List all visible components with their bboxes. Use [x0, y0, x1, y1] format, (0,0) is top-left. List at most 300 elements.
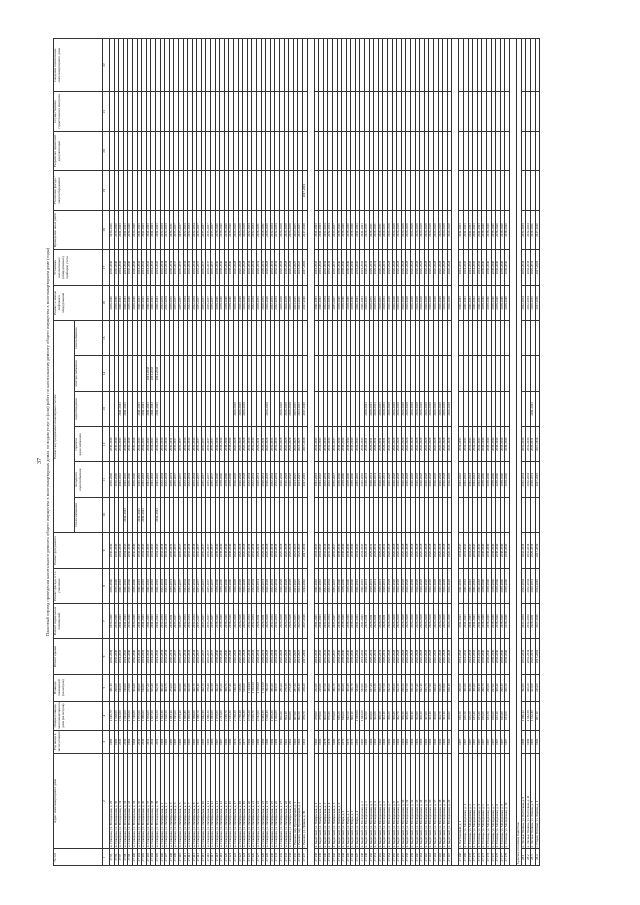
table-cell: 442,70 [201, 674, 206, 701]
table-cell: 2041-2043 [137, 285, 142, 320]
table-cell: 2026-2028 [411, 639, 416, 674]
table-cell: 2032-2034 [192, 427, 197, 462]
table-cell: 2026-2028 [420, 250, 425, 285]
table-cell: 2032-2034 [188, 210, 193, 250]
table-cell: 2032-2034 [521, 210, 526, 250]
table-cell: 2032-2034 [247, 210, 252, 250]
table-cell: ж. Северная, ул. Октябрьская, д. 27 [279, 753, 284, 849]
table-cell: 2032-2034 [247, 427, 252, 462]
table-cell: 2041-2043 [355, 462, 360, 497]
table-cell: 2041-2043 [142, 285, 147, 320]
table-cell: 2030-2031 [169, 210, 174, 250]
table-cell: 2041-2043 [151, 285, 156, 320]
header-inspect: Разработка проектной документации [54, 131, 103, 171]
table-cell: 2041-2043 [314, 462, 319, 497]
table-cell: 369,40 [406, 701, 411, 730]
table-cell: 306,00 [342, 674, 347, 701]
table-cell: 27.161 [420, 849, 425, 866]
table-cell: 2029-2031 [383, 250, 388, 285]
table-cell: 2041-2043 [468, 250, 473, 285]
table-cell: 281,60 [279, 674, 284, 701]
table-cell: 2041-2043 [468, 603, 473, 638]
table-cell: 2023-2025 [298, 568, 303, 603]
header-roof: Ремонт крыши [54, 639, 103, 674]
table-cell: 2026-2028 [279, 639, 284, 674]
table-cell: 2038-2040 [342, 210, 347, 250]
table-cell: 27.150 [369, 849, 374, 866]
header-other: Проведение иных работ [54, 210, 103, 250]
column-number: 7 [103, 603, 110, 638]
table-cell: 2041-2043 [155, 639, 160, 674]
table-cell: 2 730,30 [234, 701, 239, 730]
table-cell: 2017-2019 [535, 603, 540, 638]
table-cell: 2026-2028 [424, 210, 429, 250]
table-cell: 1 616,70 [110, 701, 115, 730]
table-cell: 2035-2037 [211, 210, 216, 250]
table-cell: 2041-2043 [463, 210, 468, 250]
table-cell: 2036-2040 [114, 250, 119, 285]
table-cell: 1987 [215, 730, 220, 753]
table-cell: 2035-2037 [206, 250, 211, 285]
table-cell: 2026-2028 [289, 603, 294, 638]
table-cell: 2035-2037 [201, 285, 206, 320]
table-cell: 2038-2040 [500, 568, 505, 603]
table-cell: 2026-2028 [411, 285, 416, 320]
table-cell: 1 861,00 [275, 701, 280, 730]
table-cell: 2041-2043 [355, 603, 360, 638]
table-cell: 2032-2034 [323, 285, 328, 320]
table-cell: 2032-2034 [160, 210, 165, 250]
table-cell: 2041-2043 [137, 391, 142, 426]
table-cell: ж. Северная, ул. Молодежная, д. 36 [142, 753, 147, 849]
table-cell: 2036-2040 [132, 250, 137, 285]
table-cell: 2041-2043 [155, 603, 160, 638]
table-cell: 2023-2025 [298, 210, 303, 250]
table-cell: 2041-2043 [319, 533, 324, 568]
column-number: 18 [103, 210, 110, 250]
table-cell: 2032-2034 [183, 603, 188, 638]
table-cell: 27.115 [201, 849, 206, 866]
table-cell: 27.109 [174, 849, 179, 866]
table-cell: 2 198,70 [224, 701, 229, 730]
table-cell: 2038-2040 [351, 639, 356, 674]
column-number: 6 [103, 639, 110, 674]
table-cell: 2032-2034 [521, 462, 526, 497]
table-cell: ж. Северная, ул. Октябрьская, д. 9 [197, 753, 202, 849]
table-cell: 2032-2034 [188, 533, 193, 568]
table-cell: 697,19 [535, 701, 540, 730]
table-cell: 1981 [160, 730, 165, 753]
table-cell: 2011 [146, 730, 151, 753]
table-cell: 2032-2034 [252, 250, 257, 285]
table-cell: 2041-2043 [123, 427, 128, 462]
table-cell: 2026-2028 [388, 210, 393, 250]
table-cell: 2026-2028 [406, 603, 411, 638]
table-cell: 2041-2043 [360, 427, 365, 462]
table-cell: 2032-2034 [165, 285, 170, 320]
table-cell: 369,10 [411, 701, 416, 730]
table-cell: 2032-2034 [521, 427, 526, 462]
table-cell: 2026-2028 [433, 391, 438, 426]
table-cell: 2035-2037 [197, 427, 202, 462]
table-cell: 630,30 [459, 701, 464, 730]
column-number: 15 [103, 321, 110, 356]
table-cell: 27.147 [355, 849, 360, 866]
table-cell: 2035-2037 [201, 210, 206, 250]
table-cell: 2017-2019 [535, 285, 540, 320]
table-cell: 2036-2040 [110, 462, 115, 497]
table-cell: 2017-2019 [302, 391, 307, 426]
table-cell: 2041-2043 [477, 639, 482, 674]
table-cell: 27.132 [279, 849, 284, 866]
table-cell: 1966 [293, 730, 298, 753]
table-cell: 1970 [337, 730, 342, 753]
table-cell: 2032-2034 [323, 603, 328, 638]
page-number: 37 [37, 458, 43, 464]
table-cell: п. Столица, ул. Молодежная, д. 7 [491, 753, 496, 849]
table-cell: 1983 [169, 730, 174, 753]
table-cell: 27.128 [261, 849, 266, 866]
table-cell: ж. Северная, ул. Октябрьская, д. 22 [257, 753, 262, 849]
table-cell: 2026-2028 [447, 391, 452, 426]
table-cell: 2032-2034 [188, 427, 193, 462]
table-cell: 2041-2043 [142, 639, 147, 674]
table-cell: п. Столица, ул. Молодежная, д. 5 [482, 753, 487, 849]
table-cell: 3 568,10 [266, 701, 271, 730]
table-cell: 2041-2043 [123, 603, 128, 638]
table-cell: 2041-2043 [142, 210, 147, 250]
table-cell: 2026-2028 [447, 250, 452, 285]
header-electric: электроснабжения [74, 356, 102, 391]
table-cell: 2029-2031 [531, 568, 536, 603]
table-cell: 2038-2040 [229, 210, 234, 250]
table-cell: 2036-2040 [110, 250, 115, 285]
table-cell: 299,20 [500, 674, 505, 701]
table-cell: 2038-2040 [229, 462, 234, 497]
table-cell: ж. Северная, ул. Октябрьская, д. 21 [252, 753, 257, 849]
table-cell: 2023-2025 [293, 568, 298, 603]
table-cell: п. Кадетский, ул. Молодежная, д. 3 [369, 753, 374, 849]
table-cell: 1985 [174, 730, 179, 753]
table-cell: 2041-2043 [473, 285, 478, 320]
table-cell: 2032-2034 [275, 603, 280, 638]
header-basement: Ремонт подвальных помещений [54, 603, 103, 638]
header-foundation: Ремонт фундамента [54, 533, 103, 568]
column-number: 1 [103, 849, 110, 866]
table-cell: 27.145 [346, 849, 351, 866]
table-cell: 2038-2040 [496, 568, 501, 603]
table-cell: ж. Северная, ул. Молодежная, д. 29 [110, 753, 115, 849]
table-cell: 2029-2031 [365, 250, 370, 285]
table-cell: 2038-2040 [346, 250, 351, 285]
table-cell: 2038-2040 [351, 250, 356, 285]
table-cell: п. Кадетский, ул. Молодежная, д. 6 [383, 753, 388, 849]
table-cell: 2026-2028 [406, 568, 411, 603]
table-cell: 635,50 [468, 701, 473, 730]
table-row [535, 39, 540, 866]
table-cell: 2041-2043 [142, 250, 147, 285]
column-number: 5 [103, 674, 110, 701]
table-cell: 369,30 [401, 701, 406, 730]
table-cell: 2038-2040 [351, 285, 356, 320]
table-cell: ж. Северная, ул. Октябрьская, д. 16 [229, 753, 234, 849]
table-cell: 518,30 [234, 674, 239, 701]
table-cell: 2026-2028 [284, 533, 289, 568]
table-cell: 2038-2040 [220, 603, 225, 638]
table-cell: 592,30 [155, 674, 160, 701]
table-cell: 27.173 [482, 849, 487, 866]
table-cell: 2032-2034 [165, 427, 170, 462]
table-cell: 2026-2028 [234, 285, 239, 320]
table-cell: 2035-2037 [211, 285, 216, 320]
table-cell: 2026-2028 [289, 639, 294, 674]
table-cell: 2041-2043 [146, 568, 151, 603]
table-cell: 2036-2040 [128, 533, 133, 568]
table-cell: 781,20 [266, 674, 271, 701]
table-cell: 2030-2031 [169, 250, 174, 285]
table-cell: 2026-2028 [279, 250, 284, 285]
table-cell: 301,00 [463, 674, 468, 701]
table-cell: 27.176 [496, 849, 501, 866]
table-cell: 2032-2034 [160, 603, 165, 638]
table-cell: 2026-2028 [392, 427, 397, 462]
table-cell: 2038-2040 [220, 285, 225, 320]
table-cell: 1987 [500, 730, 505, 753]
header-energy: Утепление фасада / энергосбережение [54, 171, 103, 211]
table-cell: 2023-2025 [293, 427, 298, 462]
table-cell: 1989 [526, 730, 531, 753]
table-cell: 2035-2037 [332, 462, 337, 497]
table-cell: 2017-2019 [535, 250, 540, 285]
table-cell: 2038-2040 [482, 427, 487, 462]
table-cell: 2029-2031 [531, 427, 536, 462]
table-cell: 2026-2028 [424, 603, 429, 638]
table-cell: 2026-2028 [433, 210, 438, 250]
table-cell: 362,10 [383, 701, 388, 730]
table-cell: 2023-2025 [293, 285, 298, 320]
table-cell: 369,90 [447, 701, 452, 730]
table-cell: 2038-2040 [346, 533, 351, 568]
table-cell: 2026-2028 [429, 462, 434, 497]
table-cell: 2026-2028 [284, 603, 289, 638]
table-cell: 2038-2040 [220, 210, 225, 250]
table-cell: 2029-2031 [365, 285, 370, 320]
table-cell: 520,60 [243, 674, 248, 701]
table-cell: 1976 [234, 730, 239, 753]
table-cell: 2023-2025 [298, 533, 303, 568]
table-cell: 27.142 [332, 849, 337, 866]
table-cell: 2036-2040 [110, 603, 115, 638]
table-cell: 2026-2028 [429, 427, 434, 462]
table-cell: 388,10 [197, 674, 202, 701]
table-cell: 2032-2034 [247, 639, 252, 674]
table-cell: 2041-2043 [531, 391, 536, 426]
table-cell: 2038-2040 [342, 603, 347, 638]
table-cell [535, 131, 540, 171]
table-cell: 2026-2028 [420, 568, 425, 603]
table-cell: 2029-2031 [531, 533, 536, 568]
table-cell: 2029-2031 [365, 462, 370, 497]
table-cell: 1987 [491, 730, 496, 753]
table-cell: 657,20 [146, 674, 151, 701]
column-number: 11 [103, 462, 110, 497]
table-cell: 2032-2034 [328, 210, 333, 250]
table-cell: 2035-2037 [174, 639, 179, 674]
table-cell: 2038-2040 [351, 533, 356, 568]
section-heading: Сельское поселение Кадетское [516, 39, 521, 866]
table-cell: 245,00 [535, 674, 540, 701]
table-cell: 2032-2034 [526, 285, 531, 320]
table-cell: 2035-2037 [211, 639, 216, 674]
table-cell: 2035-2037 [206, 568, 211, 603]
table-cell: 2038-2040 [496, 250, 501, 285]
table-cell: 2026-2028 [406, 462, 411, 497]
table-cell: 2029-2031 [383, 462, 388, 497]
table-cell: 2029-2031 [369, 462, 374, 497]
table-cell: 2026-2028 [289, 250, 294, 285]
table-cell: 27.158 [406, 849, 411, 866]
table-cell: 2029-2031 [261, 533, 266, 568]
table-cell: 4 512,00 [257, 701, 262, 730]
table-cell: 2029-2031 [378, 250, 383, 285]
table-cell: 2035-2037 [174, 462, 179, 497]
table-cell: 1 538,00 [114, 701, 119, 730]
table-cell: 27.153 [383, 849, 388, 866]
table-cell: 27.101 [137, 849, 142, 866]
table-cell: 1 519,00 [132, 701, 137, 730]
table-cell: 2035-2037 [206, 462, 211, 497]
table-cell: ж. Северная, ул. Октябрьская, д. 7 [188, 753, 193, 849]
table-cell: 2035-2037 [332, 639, 337, 674]
table-cell: 1960 [314, 730, 319, 753]
table-cell: 2038-2040 [500, 427, 505, 462]
table-cell: 2038-2040 [486, 533, 491, 568]
table-cell: 2029-2031 [374, 250, 379, 285]
table-cell: 2032-2034 [526, 533, 531, 568]
column-number: 8 [103, 568, 110, 603]
table-cell: 2041-2043 [137, 568, 142, 603]
table-cell: 2041-2043 [142, 391, 147, 426]
table-cell: 27.149 [365, 849, 370, 866]
table-cell: 2041-2043 [123, 391, 128, 426]
table-cell: 2026-2028 [415, 210, 420, 250]
table-cell: 2038-2040 [346, 285, 351, 320]
table-cell: 2026-2028 [392, 210, 397, 250]
table-cell: 2041-2043 [468, 210, 473, 250]
table-cell: 2032-2034 [323, 462, 328, 497]
table-cell: 2038-2040 [491, 210, 496, 250]
table-cell: 2038-2040 [346, 639, 351, 674]
table-cell: 2041-2043 [360, 603, 365, 638]
table-cell: 2032-2034 [526, 427, 531, 462]
rotated-sheet [35, 32, 615, 872]
table-cell: 818,20 [337, 701, 342, 730]
table-cell: 27.100 [132, 849, 137, 866]
table-cell: п. Кадетский, ул. Молодежная, д. 14 [420, 753, 425, 849]
table-cell: 296,00 [459, 674, 464, 701]
table-cell: 2038-2040 [351, 427, 356, 462]
table-cell: 2032-2034 [270, 639, 275, 674]
table-cell: 2032-2034 [188, 285, 193, 320]
table-cell: 2026-2028 [284, 462, 289, 497]
table-cell: 2026-2028 [392, 250, 397, 285]
table-cell: 2026-2028 [401, 427, 406, 462]
table-cell: 2041-2043 [146, 356, 151, 391]
table-cell: 2035-2037 [178, 210, 183, 250]
table-cell: 2026-2028 [429, 285, 434, 320]
table-cell: 2026-2028 [447, 568, 452, 603]
table-cell: 2032-2034 [160, 639, 165, 674]
table-cell: 2029-2031 [383, 568, 388, 603]
table-cell: 2041-2043 [477, 250, 482, 285]
table-cell: 2029-2031 [257, 427, 262, 462]
table-cell: 420,20 [526, 674, 531, 701]
table-cell: 2023-2025 [298, 462, 303, 497]
table-cell: 2032-2034 [526, 210, 531, 250]
table-cell: 1987 [496, 730, 501, 753]
table-cell: 1 837,50 [151, 701, 156, 730]
table-cell: 2038-2040 [351, 462, 356, 497]
table-cell: 2029-2031 [531, 250, 536, 285]
table-cell: 956,00 [289, 701, 294, 730]
table-cell: 2038-2040 [486, 603, 491, 638]
table-cell: п. Кадетский, ул. Молодежная, д. 4 [374, 753, 379, 849]
table-cell: 2032-2034 [192, 603, 197, 638]
table-cell: 2032-2034 [252, 603, 257, 638]
table-cell: 2032-2034 [521, 250, 526, 285]
table-cell: 2038-2040 [229, 603, 234, 638]
table-cell: 2035-2037 [211, 250, 216, 285]
table-cell: п. Кадетский, ул. Молодежная, д. 15 [424, 753, 429, 849]
table-cell: 2041-2043 [137, 462, 142, 497]
table-cell: п. Кадетский, ул. Ноябрьская, д. 4 [328, 753, 333, 849]
table-cell: 2035-2037 [197, 285, 202, 320]
table-cell: 2035-2037 [201, 250, 206, 285]
table-cell: 2038-2040 [215, 603, 220, 638]
table-cell: 2035-2037 [206, 603, 211, 638]
table-cell: 2026-2028 [406, 427, 411, 462]
table-cell: 2026-2028 [415, 427, 420, 462]
column-number: 21 [103, 92, 110, 132]
table-cell: ж. Северная, ул. Октябрьская, д. 1 [160, 753, 165, 849]
table-cell: 1960 [383, 730, 388, 753]
table-cell: 2026-2028 [243, 210, 248, 250]
table-cell: 2041-2043 [151, 391, 156, 426]
table-cell: 2036-2040 [110, 533, 115, 568]
table-cell: ж. Северная, ул. Молодежная, д. 31 [119, 753, 124, 849]
table-cell: 27.154 [388, 849, 393, 866]
table-cell: 2010 [142, 730, 147, 753]
table-cell: 2038-2040 [215, 533, 220, 568]
table-cell: 2032-2034 [252, 568, 257, 603]
table-cell: 2032-2034 [188, 603, 193, 638]
table-cell: 2041-2043 [146, 462, 151, 497]
table-cell: 2038-2040 [496, 533, 501, 568]
table-cell: 2029-2031 [531, 639, 536, 674]
table-cell: 2032-2034 [165, 533, 170, 568]
table-cell: 2017-2019 [302, 210, 307, 250]
table-cell: 27.110 [178, 849, 183, 866]
table-cell: 2038-2040 [342, 533, 347, 568]
table-cell: п. Столица, ул. Молодежная, д. 10 [505, 753, 510, 849]
header-area-total: Общая площадь многоквартирного дома (кв.метров) [54, 701, 103, 730]
table-cell: ж. Северная, ул. Октябрьская, д. 20 [247, 753, 252, 849]
table-cell: 2026-2028 [401, 639, 406, 674]
table-cell: 1 869,00 [192, 701, 197, 730]
table-cell: 2032-2034 [165, 462, 170, 497]
table-cell: 2026-2028 [266, 285, 271, 320]
table-cell: 2038-2040 [337, 568, 342, 603]
